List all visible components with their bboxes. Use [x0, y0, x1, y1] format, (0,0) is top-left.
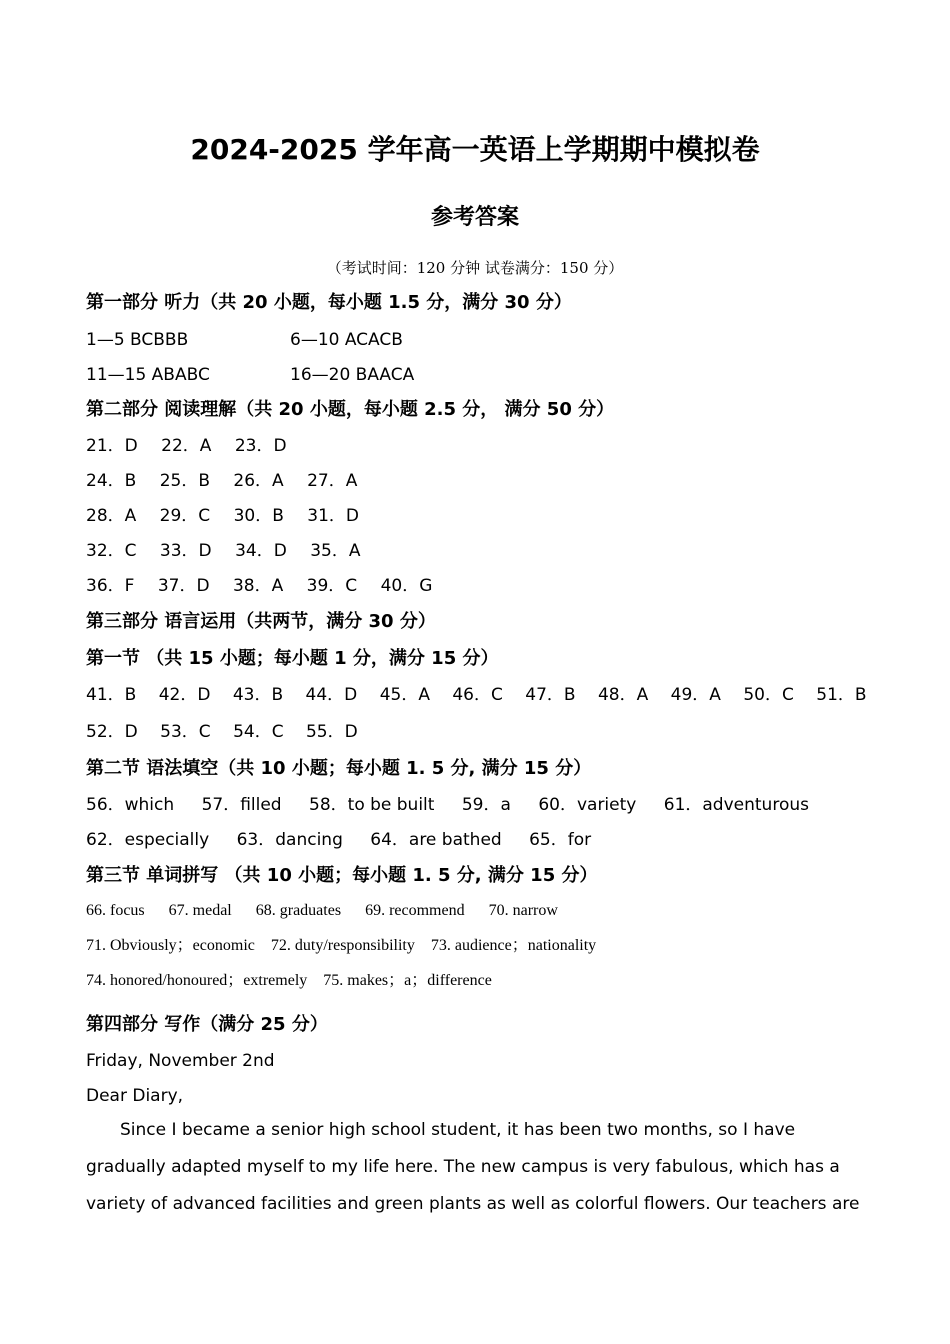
answer-group: 6—10 ACACB — [290, 330, 403, 350]
answer-item: 41．B — [86, 685, 137, 705]
answer-item: 27．A — [307, 471, 358, 491]
part3-section2-answer-row — [86, 791, 809, 819]
answer-item: 24．B — [86, 471, 137, 491]
answer-item: 69. recommend — [365, 902, 465, 919]
part1-answer-row — [86, 326, 403, 354]
answer-item: 40．G — [380, 576, 433, 596]
part2-answer-row — [86, 502, 359, 530]
answer-item: 37．D — [157, 576, 210, 596]
page-subtitle: 参考答案 — [430, 205, 519, 230]
answer-item: 58．to be built — [309, 795, 435, 815]
part3-section1-answer-row — [86, 718, 358, 746]
answer-item: 66. focus — [86, 902, 145, 919]
part3-section3-answer-row — [86, 967, 492, 995]
answer-item: 54．C — [233, 722, 284, 742]
answer-item: 21．D — [86, 436, 138, 456]
answer-item: 49．A — [670, 685, 721, 705]
answer-item: 39．C — [306, 576, 358, 596]
answer-item: 23．D — [234, 436, 287, 456]
exam-info: （考试时间：120 分钟 试卷满分：150 分） — [326, 259, 624, 277]
answer-item: 52．D — [86, 722, 138, 742]
answer-item: 63．dancing — [236, 830, 343, 850]
answer-item: 44．D — [305, 685, 358, 705]
answer-item: 57．filled — [201, 795, 282, 815]
part2-answer-row — [86, 432, 287, 460]
answer-item: 71. Obviously；economic — [86, 937, 255, 954]
answer-item: 70. narrow — [488, 902, 558, 919]
answer-item: 47．B — [525, 685, 576, 705]
answer-item: 75. makes；a；difference — [323, 972, 492, 989]
answer-item: 74. honored/honoured；extremely — [86, 972, 308, 989]
answer-item: 62．especially — [86, 830, 210, 850]
answer-item: 68. graduates — [255, 902, 342, 919]
answer-item: 25．B — [159, 471, 210, 491]
part3-section1-answer-row — [86, 681, 867, 709]
answer-item: 30．B — [233, 506, 284, 526]
answer-item: 32．C — [86, 541, 137, 561]
part3-section3-heading: 第三节 单词拼写 （共 10 小题；每小题 1. 5 分, 满分 15 分） — [86, 865, 598, 886]
part2-answer-row — [86, 467, 357, 495]
answer-item: 61．adventurous — [663, 795, 809, 815]
part2-answer-row — [86, 537, 360, 565]
answer-item: 46．C — [452, 685, 503, 705]
answer-item: 55．D — [305, 722, 358, 742]
answer-item: 48．A — [597, 685, 649, 705]
answer-item: 56．which — [86, 795, 175, 815]
answer-item: 59．a — [461, 795, 511, 815]
answer-item: 72. duty/responsibility — [270, 937, 415, 954]
answer-group: 1—5 BCBBB — [86, 330, 189, 350]
part3-section2-answer-row — [86, 826, 591, 854]
part2-heading: 第二部分 阅读理解（共 20 小题，每小题 2.5 分， 满分 50 分） — [86, 399, 615, 420]
answer-group: 11—15 ABABC — [86, 365, 210, 385]
diary-paragraph: Since I became a senior high school student, it has been two months, so I have gradually adapted myself to my life here. The new campus is very fabulous, which has a variety of advanced facilities and green plants as well as colorful flowers. Our teachers are — [86, 1120, 860, 1214]
answer-item: 26．A — [233, 471, 284, 491]
answer-item: 35．A — [310, 541, 361, 561]
part4-heading: 第四部分 写作（满分 25 分） — [86, 1014, 328, 1035]
part1-answer-row — [86, 361, 415, 389]
answer-item: 50．C — [743, 685, 794, 705]
answer-item: 73. audience；nationality — [430, 937, 597, 954]
answer-item: 67. medal — [168, 902, 232, 919]
answer-item: 45．A — [379, 685, 430, 705]
answer-item: 28．A — [86, 506, 137, 526]
part3-section3-answer-row — [86, 932, 596, 960]
answer-item: 43．B — [232, 685, 284, 705]
part3-section2-heading: 第二节 语法填空（共 10 小题；每小题 1. 5 分, 满分 15 分） — [86, 758, 592, 779]
answer-item: 42．D — [158, 685, 211, 705]
answer-group: 16—20 BAACA — [290, 365, 415, 385]
answer-item: 51．B — [816, 685, 867, 705]
part3-section1-heading: 第一节 （共 15 小题；每小题 1 分，满分 15 分） — [86, 648, 499, 669]
part3-heading: 第三部分 语言运用（共两节，满分 30 分） — [86, 611, 436, 632]
answer-item: 31．D — [307, 506, 360, 526]
answer-item: 64．are bathed — [370, 830, 502, 850]
part1-heading: 第一部分 听力（共 20 小题，每小题 1.5 分，满分 30 分） — [86, 292, 572, 313]
part2-answer-row — [86, 572, 432, 600]
answer-item: 22．A — [161, 436, 212, 456]
answer-item: 34．D — [235, 541, 287, 561]
diary-greeting: Dear Diary, — [86, 1086, 184, 1106]
diary-date: Friday, November 2nd — [86, 1051, 275, 1071]
answer-item: 36．F — [86, 576, 135, 596]
answer-item: 33．D — [159, 541, 212, 561]
part3-section3-answer-row — [86, 897, 558, 925]
answer-item: 65．for — [529, 830, 592, 850]
answer-item: 60．variety — [538, 795, 637, 815]
answer-item: 29．C — [159, 506, 211, 526]
answer-item: 53．C — [160, 722, 211, 742]
answer-item: 38．A — [232, 576, 284, 596]
page-title: 2024-2025 学年高一英语上学期期中模拟卷 — [190, 133, 760, 166]
